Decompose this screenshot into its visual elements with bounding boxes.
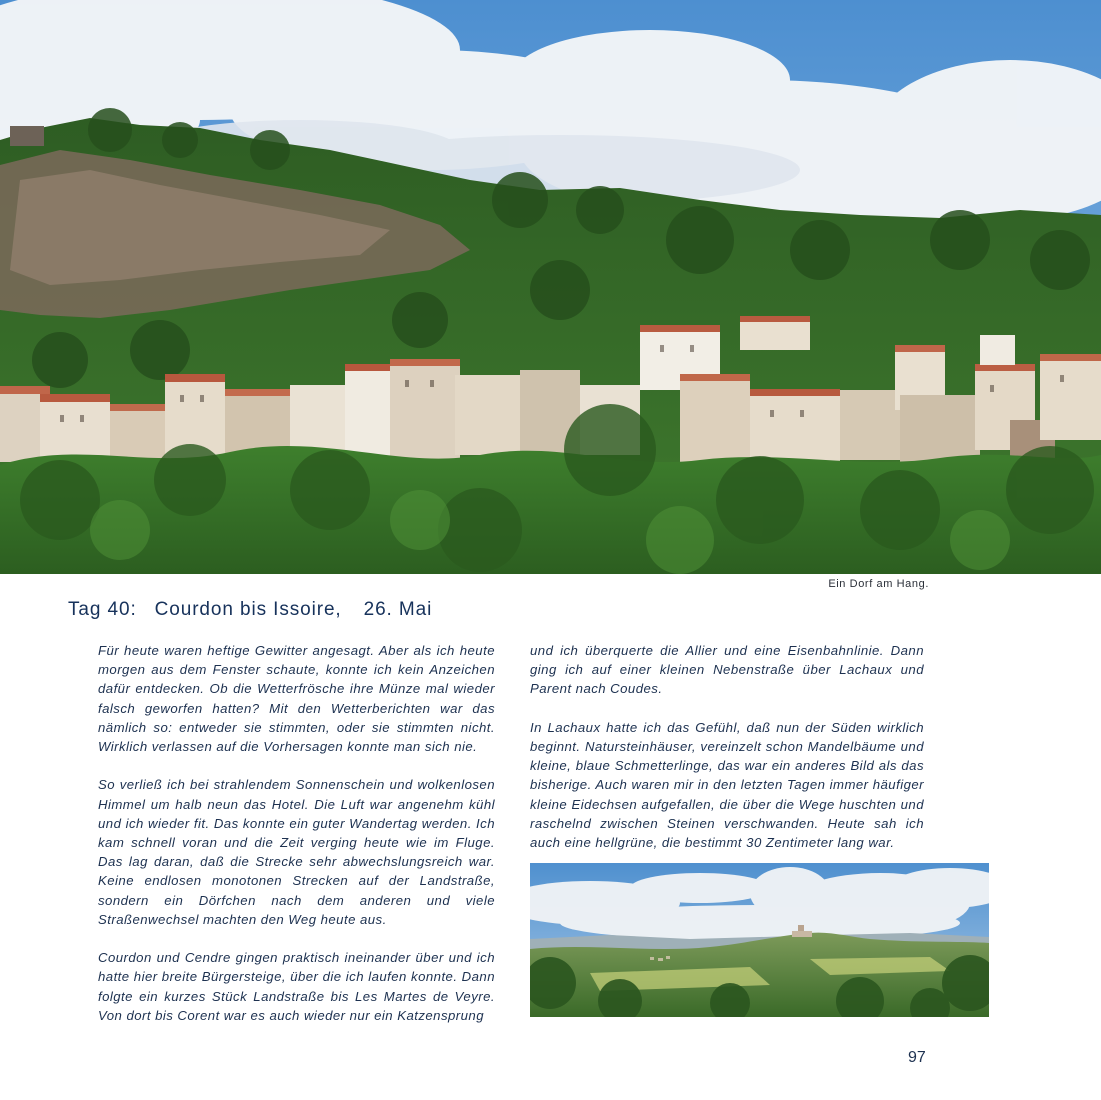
title-date: 26. Mai xyxy=(363,599,433,620)
paragraph: So verließ ich bei strahlendem Sonnenschein und wolkenlosen Himmel um halb neun das Hotel. Die Luft war angenehm kühl und ich wieder fit. Das konnte ein guter Wandertag werden. Ich kam schnell voran und die Zeit verging heute wie im Fluge. Das lag daran, daß die Strecke sehr abwechslungsreich war. Keine endlosen monotonen Strecken auf der Landstraße, sondern ein Dörfchen nach dem anderen und viele Straßenwechsel machten den Weg heute aus. xyxy=(98,777,495,927)
landscape-photo xyxy=(530,863,989,1017)
page-number: 97 xyxy=(908,1049,926,1066)
paragraph: und ich überquerte die Allier und eine Eisenbahnlinie. Dann ging ich auf einer kleinen Nebenstraße über Lachaux und Parent nach Coudes. xyxy=(530,643,924,697)
photo-caption: Ein Dorf am Hang. xyxy=(828,578,929,590)
left-text-column xyxy=(98,641,495,1044)
paragraph: Für heute waren heftige Gewitter angesagt. Aber als ich heute morgen aus dem Fenster schaute, konnte ich kein Anzeichen dafür entdecken. Ob die Wetterfrösche ihre Münze mal wieder falsch geworfen hatten? Mit den Wetterberichten war das nämlich so: entweder sie stimmten, oder sie stimmten nicht. Wirklich verlassen auf die Vorhersagen konnte man sich nie. xyxy=(98,643,495,755)
title-day: Tag 40: xyxy=(68,599,137,620)
right-text-column xyxy=(530,641,924,871)
page-title xyxy=(68,599,432,621)
paragraph: Courdon und Cendre gingen praktisch ineinander über und ich hatte hier breite Bürgersteige, über die ich laufen konnte. Dann folgte ein kurzes Stück Landstraße bis Les Martes de Veyre. Von dort bis Corent war es auch wieder nur ein Katzensprung xyxy=(98,950,495,1023)
paragraph: In Lachaux hatte ich das Gefühl, daß nun der Süden wirklich beginnt. Natursteinhäuser, vereinzelt schon Mandelbäume und kleine, blaue Schmetterlinge, das war ein anderes Bild als das bisherige. Auch waren mir in den letzten Tagen immer häufiger kleine Eidechsen aufgefallen, die über die Wege huschten und raschelnd zwischen Steinen verschwanden. Heute sah ich auch eine hellgrüne, die bestimmt 30 Zentimeter lang war. xyxy=(530,719,924,851)
title-route: Courdon bis Issoire, xyxy=(154,599,342,620)
landscape-photo-illustration xyxy=(530,863,989,1017)
